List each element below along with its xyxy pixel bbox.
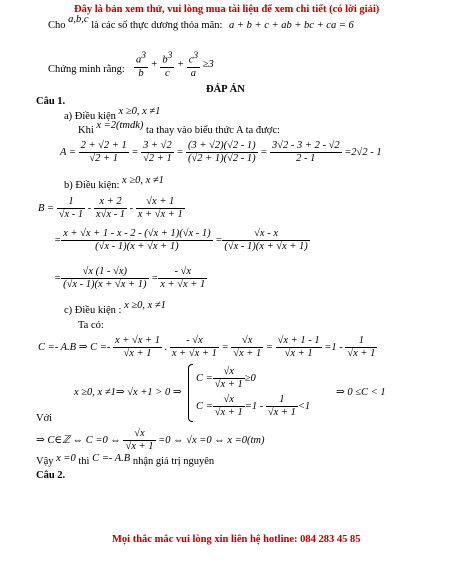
part-a-computation: A = $\frac{2 + √2 + 1}{√2 + 1}$ = $\frac{3 + √2}{√2 + 1}$ = $\frac{(3 + √2)(√2 - 1)}{(√2 + 1)(√2 - 1)}$ = $\frac{3√2 - 3 + 2 - √2}{2 - 1}$ =2√2 - 1 bbox=[60, 140, 382, 164]
problem-inequality: $\frac{a^3}{b}$ + $\frac{b^3}{c}$ + $\frac{c^3}{a}$ ≥3 bbox=[136, 51, 214, 79]
preview-banner: Đây là bản xem thử, vui lòng mua tài liệu để xem chi tiết (có lời giải) bbox=[74, 4, 380, 15]
part-c-condition: c) Điều kiện : x ≥0, x ≠1 bbox=[64, 300, 166, 316]
problem-line-2-label: Chứng minh rằng: bbox=[48, 64, 125, 75]
cau1-label: Câu 1. bbox=[36, 96, 66, 107]
part-c-voi: Với bbox=[36, 413, 53, 424]
cau2-label: Câu 2. bbox=[36, 470, 66, 481]
hotline-banner: Mọi thắc mắc vui lòng xin liên hệ hotline: 084 283 45 85 bbox=[112, 534, 361, 545]
part-b-expression: B = $\frac{1}{√x - 1}$ - $\frac{x + 2}{x√x - 1}$ - $\frac{√x + 1}{x + √x + 1}$ bbox=[38, 196, 183, 220]
system-brace bbox=[188, 364, 193, 422]
part-c-conclusion: ⇒ 0 ≤C < 1 bbox=[336, 387, 386, 398]
part-b-step-1: = $\frac{x + √x + 1 - x - 2 - (√x + 1)(√x - 1)}{(√x - 1)(x + √x + 1)}$ = $\frac{√x - x}{(√x - 1)(x + √x + 1)}$ bbox=[54, 228, 308, 252]
part-c-computation: C =- A.B ⇒ C =- $\frac{x + √x + 1}{√x + 1}$ . $\frac{- √x}{x + √x + 1}$ = $\frac{√x}{√x + 1}$ = $\frac{√x + 1 - 1}{√x + 1}$ =1 - $\frac{1}{√x + 1}$ bbox=[38, 335, 376, 359]
problem-line-1: Cho a,b,c là các số thực dương thỏa mãn: a + b + c + ab + bc + ca = 6 bbox=[48, 14, 354, 31]
part-a-condition: a) Điều kiện x ≥0, x ≠1 bbox=[64, 106, 161, 122]
part-a-khi: Khi x =2(tmdk) ta thay vào biểu thức A ta được: bbox=[78, 120, 280, 136]
part-c-condition-chain: x ≥0, x ≠1⇒ √x +1 > 0 ⇒ bbox=[74, 387, 182, 398]
part-c-taco: Ta có: bbox=[78, 320, 104, 331]
part-b-step-2: = $\frac{√x (1 - √x)}{(√x - 1)(x + √x + 1)}$ = $\frac{- √x}{x + √x + 1}$ bbox=[54, 266, 206, 290]
system-line-1: C = $\frac{√x}{√x + 1}$ ≥0 bbox=[196, 366, 256, 390]
answer-title: ĐÁP ÁN bbox=[206, 84, 245, 95]
part-b-condition: b) Điều kiện: x ≥0, x ≠1 bbox=[64, 175, 164, 191]
part-c-integer-step: ⇒ C∈ℤ ⇔ C =0 ⇔ $\frac{√x}{√x + 1}$ =0 ⇔ √x =0 ⇔ x =0(tm) bbox=[36, 428, 265, 452]
conclusion-line: Vậy x =0 thì C =- A.B nhận giá trị nguyên bbox=[36, 453, 215, 467]
system-line-2: C = $\frac{√x}{√x + 1}$ =1 - $\frac{1}{√x + 1}$ <1 bbox=[196, 394, 311, 418]
